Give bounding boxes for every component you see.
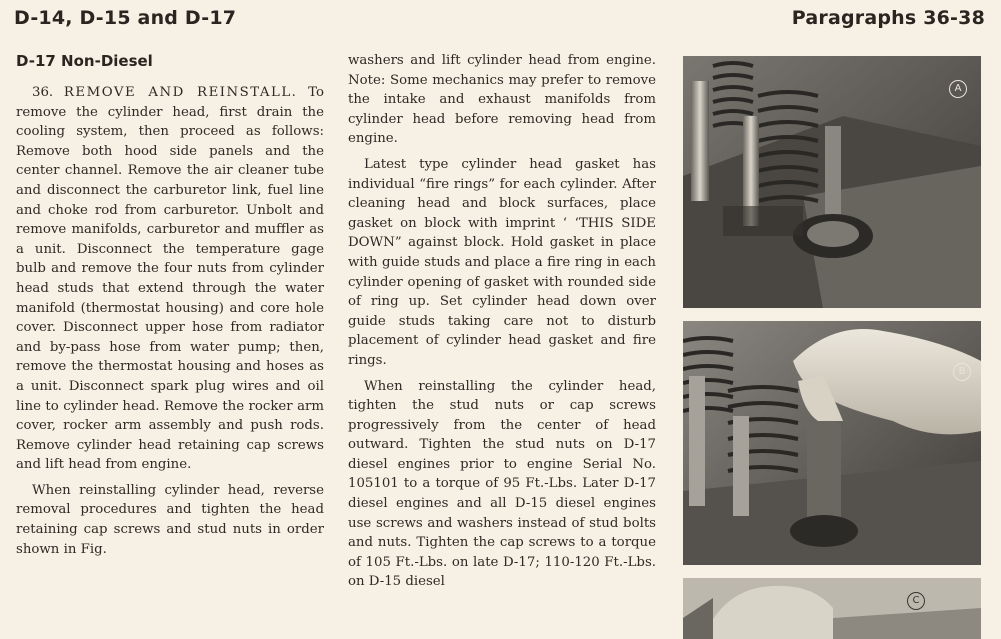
paragraph-number: 36. [32, 85, 54, 100]
photo-b [683, 321, 981, 565]
paragraph-continued: washers and lift cylinder head from engine. Note: Some mechanics may prefer to remove the intake and exhaust manifolds from cylinder head before removing head from engine. [348, 53, 656, 147]
photo-label-c: C [907, 592, 925, 610]
photo-label-a: A [949, 80, 967, 98]
photo-c [683, 578, 981, 639]
paragraph-reinstall: When reinstalling cylinder head, reverse removal procedures and tighten the head retaining cap screws and stud nuts in order shown in Fig. [16, 482, 324, 557]
section-title: D-17 Non-Diesel [16, 52, 153, 70]
paragraph-torque: When reinstalling the cylinder head, tighten the stud nuts or cap screws progressively from the center of head outward. Tighten the stud nuts on D-17 diesel engines prior to engine Serial No. 105101 to a torque of 95 Ft.-Lbs. Later D-17 diesel engines and all D-15 diesel engines use screws and washers instead of stud bolts and nuts. Tighten the cap screws to a torque of 105 Ft.-Lbs. on late D-17; 110-120 Ft.-Lbs. on D-15 diesel [348, 378, 656, 590]
paragraph-gasket: Latest type cylinder head gasket has individual “fire rings” for each cylinder. After cleaning head and block surfaces, place gasket on block with imprint ‘ ‘THIS SIDE DOWN” against block. Hold gasket in place with guide studs and place a fire ring in each cylinder opening of gasket with rounded side of ring up. Set cylinder head down over guide studs taking care not to disturb placement of cylinder head gasket and fire rings. [348, 156, 656, 368]
text-column-2 [348, 51, 656, 592]
text-column-1 [16, 83, 324, 559]
paragraph-36 [16, 83, 324, 475]
photo-a [683, 56, 981, 308]
photo-label-b: B [953, 363, 971, 381]
page-header-left: D-14, D-15 and D-17 [14, 7, 237, 29]
paragraph-body: To remove the cylinder head, first drain the cooling system, then proceed as follows: Remove both hood side panels and the center channel. Remove the air cleaner tube and disconnect the carburetor link, fuel line and choke rod from carburetor. Unbolt and remove manifolds, carburetor and muffler as a unit. Disconnect the temperature gage bulb and remove the four nuts from cylinder head studs that extend through the water manifold (thermostat housing) and core hole cover. Disconnect upper hose from radiator and by-pass hose from water pump; then, remove the thermostat housing and hoses as a unit. Disconnect spark plug wires and oil line to cylinder head. Remove the rocker arm cover, rocker arm assembly and push rods. Remove cylinder head retaining cap screws and lift head from engine. [16, 85, 324, 473]
paragraph-heading: REMOVE AND REINSTALL. [63, 85, 298, 100]
page-header-right: Paragraphs 36-38 [791, 7, 985, 29]
